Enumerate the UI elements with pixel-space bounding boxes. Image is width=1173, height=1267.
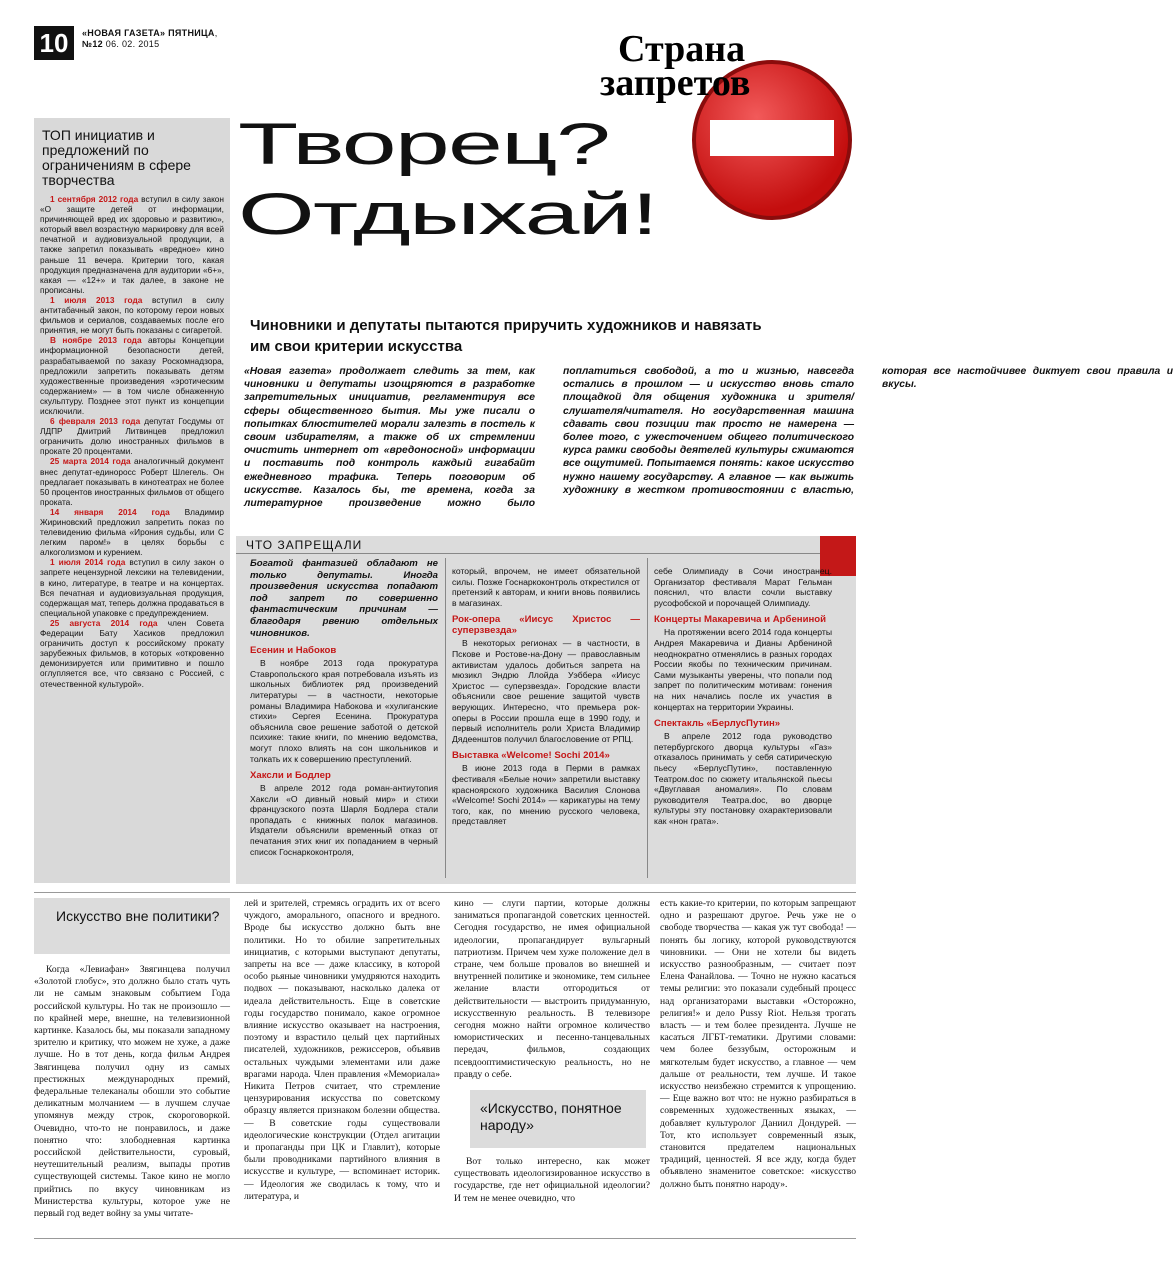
sidebar-title: ТОП инициатив и предложений по ограничениям в сфере творчества — [42, 127, 191, 188]
article-column-2: лей и зрителей, стремясь оградить их от всего чуждого, аморального, опасного и вредного. Вроде бы искусство должно быть вне политики. Но то обилие запретительных инициатив, с которыми выступают депутаты, запреты на все — даже классику, в которой особо рьяные чиновники умудряются находить подвох — показывают, насколько далека от идеала действительность. Еще в советские годы государство понимало, какое огромное влияние искусство оказывает на настроения, поэтому и взрастило целый цех партийных писателей, художников, режиссеров, объявив остальных чуждыми элементами или даже врагами народа. Член правления «Мемориала» Никита Петров считает, что стремление цензурирования искусства по советскому образцу является признаком болезни общества. — В советские годы существовали идеологические конструкции (Отдел агитации и пропаганды при ЦК и Главлит), которые были проводниками партийного влияния в искусстве и культуре, — вспоминает историк. — Идеология же сводилась к тому, что и литература, и — [244, 898, 440, 1202]
box-section-text: В июне 2013 года в Перми в рамках фестиваля «Белые ночи» запретили выставку красноярского художника Василия Слонова «Welcome! Sochi 2014» — карикатуры на тему того, как, по мнению русского человека, представляет — [452, 763, 640, 827]
box-section-heading: Концерты Макаревича и Арбениной — [654, 614, 827, 626]
article-column-3: кино — слуги партии, которые должны заниматься пропагандой советских ценностей. Сегодня государство, не имея официальной идеологии, пропагандирует вульгарный патриотизм. Причем чем хуже положение дел в стране, чем больше провалов во внешней и внутренней политике и экономике, тем сильнее желание власти отгородиться от действительности — выстроить придуманную, искусственную реальность. В телевизоре сегодня можно найти огромное количество юмористических и песенно-танцевальных передач, фильмов, создающих псевдооптимистическую реальность, но не правду о себе. — [454, 898, 650, 1080]
box-section-heading: Выставка «Welcome! Sochi 2014» — [452, 750, 610, 762]
box-section-text: В апреле 2012 года руководство петербургского дворца культуры «Газ» отказалось принимать у себя сатирическую пьесу «БерлусПутин», поставленную Театром.doc по сюжету итальянской пьесы «Двуглавая аномалия». По словам руководителя Театра.doc, во дворце культуры эту постановку охарактеризовали как «нон грата». — [654, 731, 832, 826]
sidebar-item: 1 июля 2013 года вступил в силу антитабачный закон, по которому герои новых фильмов и сериалов, создаваемых после его принятия, не могут быть показаны с сигаретой. — [40, 294, 224, 336]
box-section-heading: Спектакль «БерлусПутин» — [654, 718, 781, 730]
box-column-1 — [250, 558, 438, 858]
masthead: «НОВАЯ ГАЗЕТА» ПЯТНИЦА, №12 06. 02. 2015 — [82, 28, 218, 49]
box-section-text: себе Олимпиаду в Сочи иностранец. Организатор фестиваля Марат Гельман пояснил, что власти сочли выставку русофобской и порочащей Олимпиаду. — [654, 566, 832, 608]
pull-quote: Искусство вне политики? — [34, 898, 230, 954]
box-section-text: На протяжении всего 2014 года концерты Андрея Макаревича и Дианы Арбениной неоднократно отменялись в разных городах России якобы по техническим причинам. Сами музыканты уверены, что попали под запрет по политическим мотивам: гонения на них начались после их участия в концертах на территории Украины. — [654, 627, 832, 712]
column-divider — [445, 558, 446, 878]
box-column-3 — [654, 566, 832, 827]
divider — [34, 892, 856, 893]
sidebar-item: 14 января 2014 года Владимир Жириновский предложил запретить показ по телевидению фильма «Ирония судьбы, или С легким паром!» в целях борьбы с алкоголизмом и курением. — [40, 506, 224, 558]
pull-quote: «Искусство, понятное народу» — [470, 1090, 646, 1148]
lead-paragraph: «Новая газета» продолжает следить за тем, как чиновники и депутаты изощряются в разработке запретительных инициатив, регламентируя все сферы общественного бытия. Мы уже писали о попытках блюстителей морали залезть в постель к своим избирателям, а также об их стремлении очистить интернет от «вредоносной» информации и поставить под контроль каждый гигабайт ежедневного трафика. Теперь поговорим об искусстве. Казалось бы, те времена, когда за литературное произведение можно было поплатиться свободой, а то и жизнью, навсегда остались в прошлом — и искусство вновь стало площадкой для общения художника и зрителя/слушателя/читателя. Но государственная машина сдавать свои позиции так просто не намерена — более того, с ужесточением общего политического курса рамки свободы деятелей культуры сжимаются все ощутимей. Попытаемся понять: какое искусство нужно нашему государству. А главное — как выжить художнику в жестком противостоянии с властью, которая все настойчивее диктует свои правила и вкусы. — [244, 366, 1173, 510]
page-number: 10 — [34, 26, 74, 60]
subheadline: Чиновники и депутаты пытаются приручить художников и навязать им свои критерии искусства — [250, 317, 762, 355]
rubric-line-2: запретов — [600, 62, 751, 104]
article-column-4: есть какие-то критерии, по которым запрещают одно и разрешают другое. Речь уже не о свободе творчества — какая уж тут свобода! — понять бы логику, которой руководствуются чиновники. — Они не хотели бы видеть искусство разнообразным, — считает поэт Елена Фанайлова. — Точно не нужно касаться темы религии: это показали судебный процесс над организаторами выставки «Осторожно, религия!» и дело Pussy Riot. Нельзя трогать власть — и тем более президента. Лучше не касаться ЛГБТ-тематики. Другими словами: чем более беззубым, осторожным и мягкотелым будет искусство, а главное — чем дальше от реальности, тем лучше. И такое искусство неизбежно стремится к упрощению. — Еще важно вот что: не нужно разбираться в современных художественных языках, — добавляет культуролог Даниил Дондурей. — Тот, кто использует современный язык, становится предателем национальных традиций, ценностей. Я все жду, когда будет объявлено знаменитое советское: «искусство должно быть понятно народу». — [660, 898, 856, 1190]
headline — [238, 110, 657, 250]
box-section-heading: Есенин и Набоков — [250, 645, 337, 657]
headline-line-1: Творец? — [238, 112, 610, 177]
box-section-text: В апреле 2012 года роман-антиутопия Хаксли «О дивный новый мир» и стихи французского поэта Шарля Бодлера стали пропадать с книжных полок магазинов. Издатели объяснили временный отказ от печатания этих книг их попаданием в черный список Госнаркоконтроля, — [250, 783, 438, 857]
box-section-text: который, впрочем, не имеет обязательной силы. Позже Госнаркоконтроль открестился от претензий к авторам, и книги вновь появились в магазинах. — [452, 566, 640, 608]
sidebar-item: 1 сентября 2012 года вступил в силу закон «О защите детей от информации, причиняющей вред их здоровью и развитию», который ввел возрастную маркировку для всей печатной и аудиовизуальной продукции, а также запретил показывать «вредное» кино раньше 11 вечера. Критерии того, какая продукция предназначена для аудитории «6+», какая — «12+» и так далее, в законе не прописаны. — [40, 194, 224, 295]
headline-line-2: Отдыхай! — [238, 182, 657, 247]
box-section-heading: Рок-опера «Иисус Христос — суперзвезда» — [452, 614, 640, 637]
rubric — [600, 28, 751, 104]
issue-number: №12 — [82, 39, 103, 49]
rubric-line-1: Страна — [618, 28, 746, 70]
box-section-text: В ноябре 2013 года прокуратура Ставропольского края потребовала изъять из школьных библиотек ряд произведений литературы — в частности, некоторые романы Владимира Набокова и «хулиганские стихи» Сергея Есенина. Прокуратура объяснила свое решение заботой о детской психике: такие книги, по мнению ведомства, могут плохо влиять на сон школьников и толкать их к совершению преступлений. — [250, 658, 438, 764]
issue-date: 06. 02. 2015 — [105, 39, 160, 49]
sidebar-item: 25 августа 2014 года член Совета Федерации Бату Хасиков предложил ограничить доступ к российскому прокату зарубежных фильмов, в которых «откровенно демонизируется или примитивно и пошло оглупляется все, что связано с Россией, с отечественной культурой». — [40, 617, 224, 689]
paper-name: «НОВАЯ ГАЗЕТА» ПЯТНИЦА — [82, 28, 215, 38]
sidebar-item: 6 февраля 2013 года депутат Госдумы от ЛДПР Дмитрий Литвинцев предложил ограничить долю иностранных фильмов в прокате 20 процентами. — [40, 416, 224, 457]
sidebar-item: 25 марта 2014 года аналогичный документ внес депутат-единоросс Роберт Шлегель. Он предлагает показывать в кинотеатрах не более 50 процентов иностранных фильмов от общего проката. — [40, 456, 224, 507]
bottom-rule — [34, 1238, 856, 1239]
box-column-2 — [452, 566, 640, 828]
box-section-text: В некоторых регионах — в частности, в Пскове и Ростове-на-Дону — православным активистам удалось добиться запрета на мюзикл Эндрю Ллойда Уэббера «Иисус Христос — суперзвезда». Городские власти объяснили свое решение защитой чувств верующих. Интересно, что премьера рок-оперы в России прошла еще в 1990 году, и первый исполнитель роли Христа Владимир Дядеенштов получил благословение от РПЦ. — [452, 638, 640, 744]
box-intro: Богатой фантазией обладают не только депутаты. Иногда произведения искусства попадают под запрет по совершенно фантастическим причинам — благодаря рвению отдельных чиновников. — [250, 558, 438, 639]
column-divider — [647, 558, 648, 878]
box-section-heading: Хаксли и Бодлер — [250, 770, 331, 782]
what-was-banned-box — [236, 536, 856, 884]
sidebar-item: 1 июля 2014 года вступил в силу закон о запрете нецензурной лексики на телевидении, в кино, литературе, в театре и на концертах. Вся печатная и аудиовизуальная продукция, содержащая мат, теперь должна продаваться в специальной упаковке с предупреждением. — [40, 557, 225, 618]
article-column-3-continued: Вот только интересно, как может существовать идеологизированное искусство в государстве, где нет официальной идеологии? И тем не менее очевидно, что — [454, 1156, 650, 1204]
box-title: ЧТО ЗАПРЕЩАЛИ — [246, 538, 363, 552]
sidebar-top-initiatives — [34, 118, 230, 883]
article-column-1: Когда «Левиафан» Звягинцева получил «Золотой глобус», это должно было стать чуть ли не самым знаковым событием Года российской культуры. Но так не произошло — по крайней мере, внешне, на телевизионной картинке. Казалось бы, мы показали западному зрителю и критику, что можем не хуже, а даже лучше. Но в тот день, когда фильм Андрея Звягинцева получил одну из самых престижных международных премий, федеральные телеканалы обошли это событие деликатным молчанием — в лучшем случае упомянув между строк, скороговоркой. Очевидно, что-то не понравилось, и даже понятно что: злободневная картинка российской действительности, суровый, неутешительный реализм, выпады против существующей системы. Такое кино не могло прийтись по вкусу чиновникам из Министерства культуры, которое уже не первый год ведет войну за умы читате- — [34, 964, 230, 1220]
sidebar-item: В ноябре 2013 года авторы Концепции информационной безопасности детей, разрабатываемой по заказу Роскомнадзора, предложили запретить показывать детям художественные произведения «эротическим содержанием» — в том числе обнаженную скульптуру. Позднее этот пункт из концепции исключили. — [40, 335, 224, 416]
box-header — [236, 536, 856, 554]
